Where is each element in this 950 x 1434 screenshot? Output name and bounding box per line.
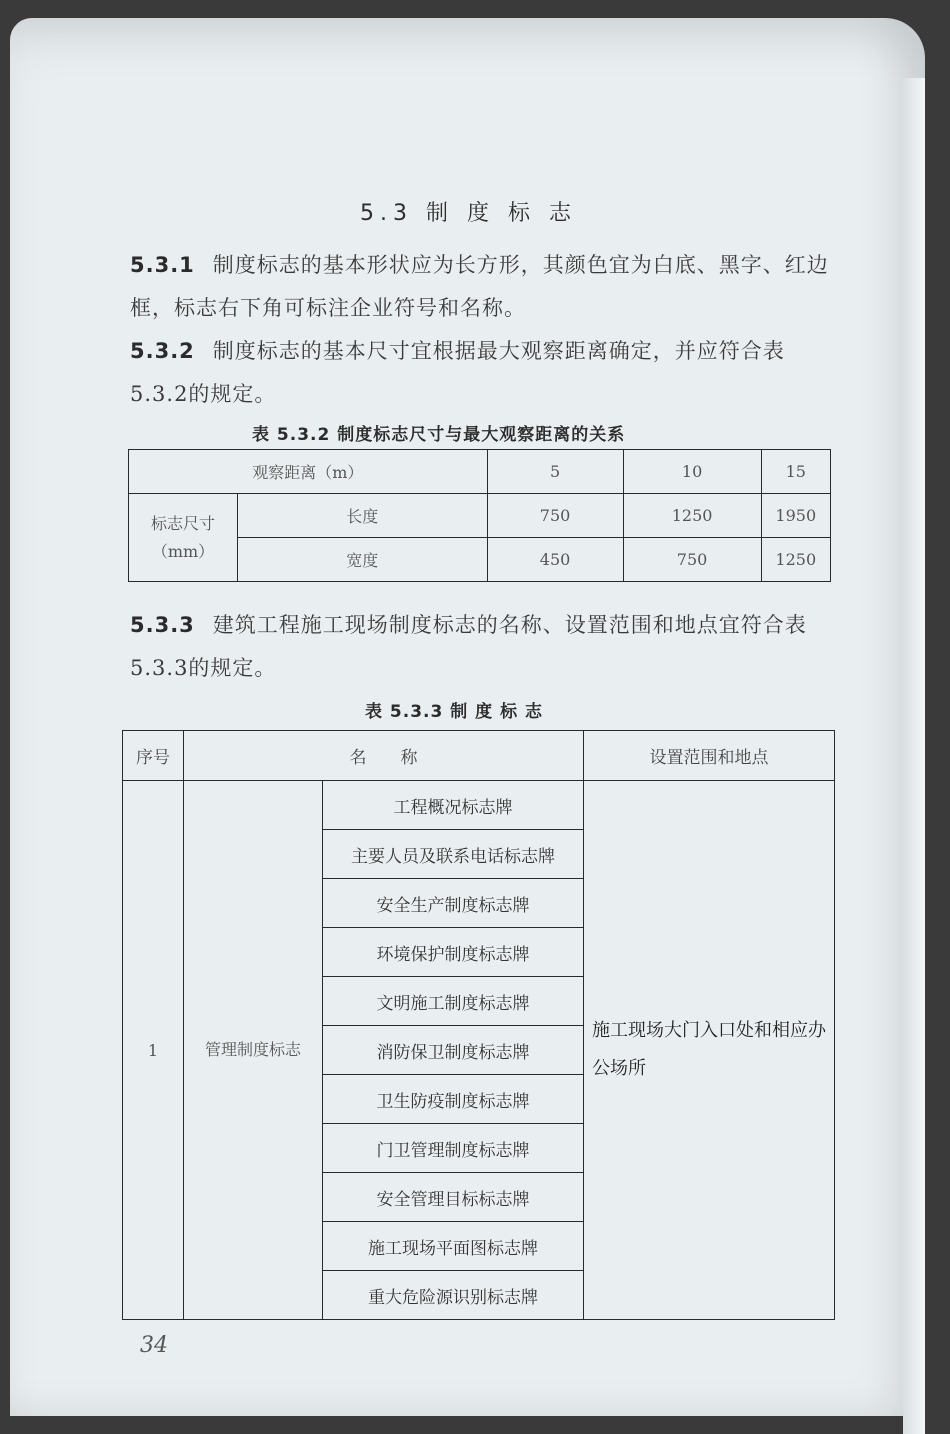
page-number: 34 — [140, 1333, 168, 1358]
col-header-place: 设置范围和地点 — [584, 731, 835, 781]
distance-10: 10 — [623, 450, 761, 494]
item-name: 环境保护制度标志牌 — [323, 928, 584, 977]
length-15: 1950 — [761, 494, 830, 538]
size-unit: （mm） — [151, 541, 215, 561]
item-name: 门卫管理制度标志牌 — [323, 1124, 584, 1173]
table-5-3-2 — [128, 449, 831, 582]
clause-text: 制度标志的基本形状应为长方形，其颜色宜为白底、黑字、红边框，标志右下角可标注企业符号和名称。 — [130, 253, 829, 320]
table-row — [129, 494, 831, 538]
distance-5: 5 — [487, 450, 623, 494]
place-cell: 施工现场大门入口处和相应办公场所 — [584, 781, 835, 1320]
col-header-name: 名 称 — [184, 731, 584, 781]
clause-5-3-2 — [130, 330, 830, 416]
clause-number: 5.3.1 — [130, 253, 195, 277]
length-5: 750 — [487, 494, 623, 538]
item-name: 施工现场平面图标志牌 — [323, 1222, 584, 1271]
item-name: 安全管理目标标志牌 — [323, 1173, 584, 1222]
table-5-3-3-caption: 表 5.3.3 制 度 标 志 — [365, 702, 543, 722]
distance-label: 观察距离（m） — [129, 450, 488, 494]
width-5: 450 — [487, 538, 623, 582]
category-cell: 管理制度标志 — [184, 781, 323, 1320]
table-5-3-2-caption: 表 5.3.2 制度标志尺寸与最大观察距离的关系 — [252, 425, 626, 445]
item-name: 卫生防疫制度标志牌 — [323, 1075, 584, 1124]
table-5-3-3 — [122, 730, 835, 1320]
clause-number: 5.3.2 — [130, 339, 195, 363]
clause-text: 制度标志的基本尺寸宜根据最大观察距离确定，并应符合表5.3.2的规定。 — [130, 339, 785, 406]
width-10: 750 — [623, 538, 761, 582]
clause-number: 5.3.3 — [130, 613, 195, 637]
section-title: 5.3 制 度 标 志 — [360, 201, 577, 226]
table-header-row — [123, 731, 835, 781]
table-row — [123, 781, 835, 830]
clause-5-3-3 — [130, 604, 830, 690]
width-label: 宽度 — [238, 538, 488, 582]
item-name: 重大危险源识别标志牌 — [323, 1271, 584, 1320]
row-number: 1 — [123, 781, 184, 1320]
item-name: 消防保卫制度标志牌 — [323, 1026, 584, 1075]
col-header-no: 序号 — [123, 731, 184, 781]
clause-5-3-1 — [130, 244, 830, 330]
item-name: 文明施工制度标志牌 — [323, 977, 584, 1026]
distance-15: 15 — [761, 450, 830, 494]
item-name: 主要人员及联系电话标志牌 — [323, 830, 584, 879]
size-label-text: 标志尺寸 — [150, 513, 215, 533]
item-name: 安全生产制度标志牌 — [323, 879, 584, 928]
length-10: 1250 — [623, 494, 761, 538]
page-edge — [903, 78, 925, 1434]
width-15: 1250 — [761, 538, 830, 582]
length-label: 长度 — [238, 494, 488, 538]
size-label — [129, 494, 238, 582]
table-row — [129, 450, 831, 494]
item-name: 工程概况标志牌 — [323, 781, 584, 830]
clause-text: 建筑工程施工现场制度标志的名称、设置范围和地点宜符合表5.3.3的规定。 — [130, 613, 807, 680]
